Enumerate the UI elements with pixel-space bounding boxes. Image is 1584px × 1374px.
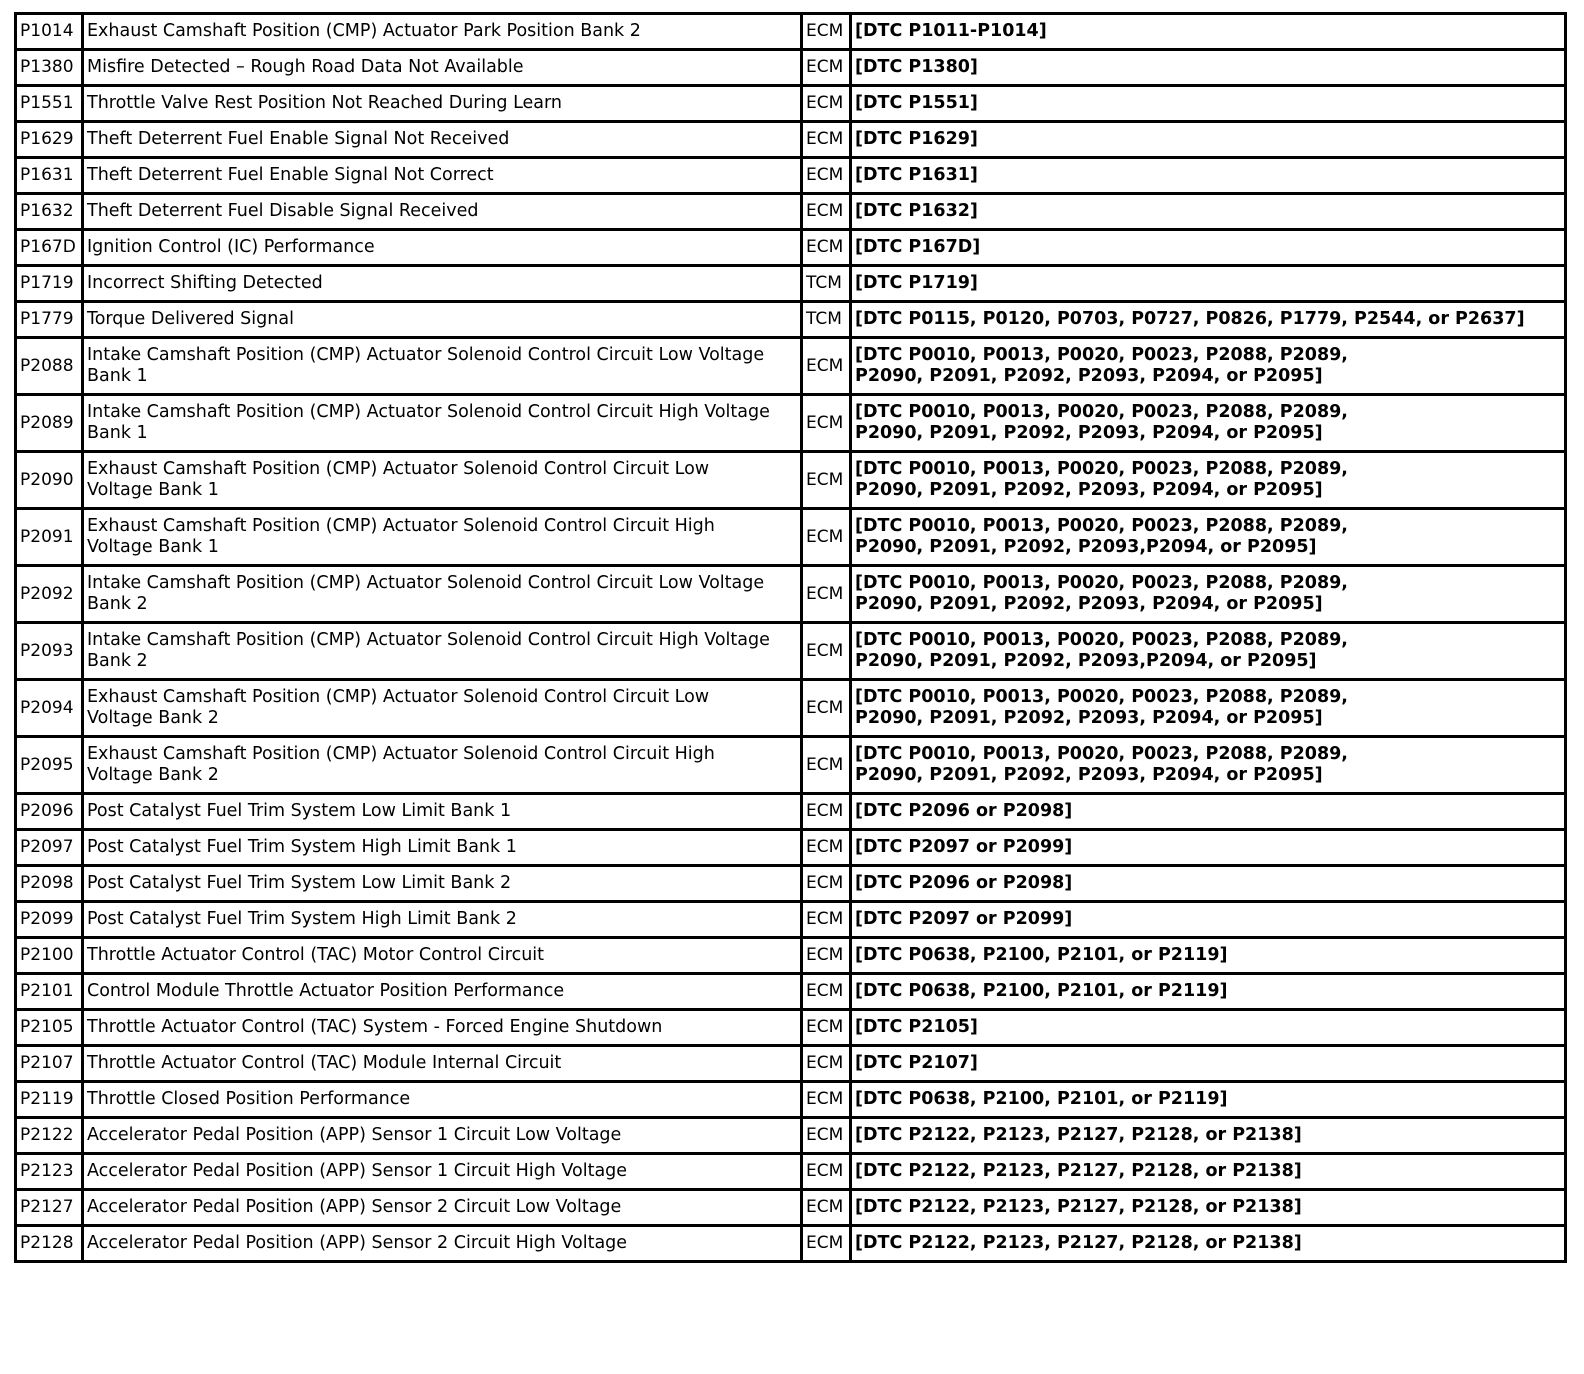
module-cell: ECM <box>802 1118 851 1154</box>
table-row <box>16 158 1566 194</box>
table-row <box>16 794 1566 830</box>
dtc-code-cell: P1631 <box>16 158 83 194</box>
dtc-description-cell: Intake Camshaft Position (CMP) Actuator Solenoid Control Circuit High Voltage Bank 1 <box>83 395 802 452</box>
table-row <box>16 1226 1566 1262</box>
dtc-code-cell: P2128 <box>16 1226 83 1262</box>
module-cell: ECM <box>802 938 851 974</box>
dtc-description-cell: Exhaust Camshaft Position (CMP) Actuator Solenoid Control Circuit Low Voltage Bank 2 <box>83 680 802 737</box>
dtc-code-cell: P2092 <box>16 566 83 623</box>
diagnostic-reference-cell: [DTC P2122, P2123, P2127, P2128, or P2138] <box>851 1190 1566 1226</box>
dtc-description-cell: Throttle Actuator Control (TAC) Module Internal Circuit <box>83 1046 802 1082</box>
module-cell: ECM <box>802 50 851 86</box>
table-row <box>16 122 1566 158</box>
dtc-code-cell: P1551 <box>16 86 83 122</box>
table-row <box>16 395 1566 452</box>
diagnostic-reference-cell: [DTC P0010, P0013, P0020, P0023, P2088, P2089, P2090, P2091, P2092, P2093, P2094, or P2095] <box>851 452 1566 509</box>
dtc-description-cell: Throttle Actuator Control (TAC) System - Forced Engine Shutdown <box>83 1010 802 1046</box>
dtc-description-cell: Incorrect Shifting Detected <box>83 266 802 302</box>
dtc-code-cell: P2088 <box>16 338 83 395</box>
diagnostic-reference-cell: [DTC P0638, P2100, P2101, or P2119] <box>851 1082 1566 1118</box>
dtc-code-cell: P2096 <box>16 794 83 830</box>
dtc-description-cell: Post Catalyst Fuel Trim System High Limit Bank 1 <box>83 830 802 866</box>
diagnostic-reference-cell: [DTC P0010, P0013, P0020, P0023, P2088, P2089, P2090, P2091, P2092, P2093, P2094, or P2095] <box>851 680 1566 737</box>
table-row <box>16 1046 1566 1082</box>
module-cell: ECM <box>802 1226 851 1262</box>
table-row <box>16 230 1566 266</box>
module-cell: ECM <box>802 395 851 452</box>
dtc-code-cell: P2089 <box>16 395 83 452</box>
table-row <box>16 623 1566 680</box>
module-cell: ECM <box>802 1190 851 1226</box>
module-cell: ECM <box>802 1082 851 1118</box>
table-row <box>16 194 1566 230</box>
dtc-code-cell: P2090 <box>16 452 83 509</box>
dtc-code-cell: P1719 <box>16 266 83 302</box>
module-cell: TCM <box>802 302 851 338</box>
dtc-description-cell: Intake Camshaft Position (CMP) Actuator Solenoid Control Circuit High Voltage Bank 2 <box>83 623 802 680</box>
diagnostic-reference-cell: [DTC P2097 or P2099] <box>851 902 1566 938</box>
diagnostic-reference-cell: [DTC P1632] <box>851 194 1566 230</box>
diagnostic-reference-cell: [DTC P2105] <box>851 1010 1566 1046</box>
module-cell: ECM <box>802 794 851 830</box>
module-cell: ECM <box>802 194 851 230</box>
module-cell: ECM <box>802 623 851 680</box>
table-row <box>16 509 1566 566</box>
diagnostic-reference-cell: [DTC P2122, P2123, P2127, P2128, or P2138] <box>851 1118 1566 1154</box>
dtc-code-cell: P2097 <box>16 830 83 866</box>
dtc-code-cell: P2123 <box>16 1154 83 1190</box>
module-cell: ECM <box>802 122 851 158</box>
diagnostic-reference-cell: [DTC P1719] <box>851 266 1566 302</box>
diagnostic-reference-cell: [DTC P0638, P2100, P2101, or P2119] <box>851 938 1566 974</box>
diagnostic-reference-cell: [DTC P0010, P0013, P0020, P0023, P2088, P2089, P2090, P2091, P2092, P2093, P2094, or P2095] <box>851 737 1566 794</box>
dtc-description-cell: Accelerator Pedal Position (APP) Sensor 2 Circuit High Voltage <box>83 1226 802 1262</box>
table-row <box>16 974 1566 1010</box>
dtc-description-cell: Post Catalyst Fuel Trim System High Limit Bank 2 <box>83 902 802 938</box>
table-row <box>16 266 1566 302</box>
diagnostic-reference-cell: [DTC P0010, P0013, P0020, P0023, P2088, P2089, P2090, P2091, P2092, P2093,P2094, or P2095] <box>851 509 1566 566</box>
module-cell: ECM <box>802 566 851 623</box>
table-row <box>16 1118 1566 1154</box>
dtc-table <box>14 12 1567 1263</box>
dtc-code-cell: P167D <box>16 230 83 266</box>
dtc-code-cell: P1014 <box>16 14 83 50</box>
table-row <box>16 338 1566 395</box>
diagnostic-reference-cell: [DTC P2107] <box>851 1046 1566 1082</box>
table-row <box>16 1154 1566 1190</box>
dtc-description-cell: Exhaust Camshaft Position (CMP) Actuator Solenoid Control Circuit High Voltage Bank 2 <box>83 737 802 794</box>
table-row <box>16 680 1566 737</box>
diagnostic-reference-cell: [DTC P2122, P2123, P2127, P2128, or P2138] <box>851 1226 1566 1262</box>
table-row <box>16 737 1566 794</box>
dtc-description-cell: Throttle Closed Position Performance <box>83 1082 802 1118</box>
dtc-code-cell: P2099 <box>16 902 83 938</box>
dtc-code-cell: P2093 <box>16 623 83 680</box>
diagnostic-reference-cell: [DTC P1551] <box>851 86 1566 122</box>
dtc-description-cell: Exhaust Camshaft Position (CMP) Actuator Solenoid Control Circuit Low Voltage Bank 1 <box>83 452 802 509</box>
dtc-description-cell: Exhaust Camshaft Position (CMP) Actuator Park Position Bank 2 <box>83 14 802 50</box>
module-cell: ECM <box>802 509 851 566</box>
dtc-code-cell: P2107 <box>16 1046 83 1082</box>
diagnostic-reference-cell: [DTC P1631] <box>851 158 1566 194</box>
dtc-description-cell: Theft Deterrent Fuel Disable Signal Received <box>83 194 802 230</box>
diagnostic-reference-cell: [DTC P2096 or P2098] <box>851 866 1566 902</box>
dtc-description-cell: Ignition Control (IC) Performance <box>83 230 802 266</box>
dtc-description-cell: Throttle Valve Rest Position Not Reached During Learn <box>83 86 802 122</box>
table-row <box>16 50 1566 86</box>
dtc-table-body <box>16 14 1566 1262</box>
table-row <box>16 1010 1566 1046</box>
table-row <box>16 86 1566 122</box>
dtc-description-cell: Throttle Actuator Control (TAC) Motor Control Circuit <box>83 938 802 974</box>
module-cell: ECM <box>802 86 851 122</box>
table-row <box>16 302 1566 338</box>
table-row <box>16 902 1566 938</box>
table-row <box>16 830 1566 866</box>
module-cell: ECM <box>802 1046 851 1082</box>
module-cell: ECM <box>802 830 851 866</box>
diagnostic-reference-cell: [DTC P0010, P0013, P0020, P0023, P2088, P2089, P2090, P2091, P2092, P2093,P2094, or P2095] <box>851 623 1566 680</box>
dtc-code-cell: P2127 <box>16 1190 83 1226</box>
module-cell: ECM <box>802 902 851 938</box>
diagnostic-reference-cell: [DTC P1380] <box>851 50 1566 86</box>
table-row <box>16 866 1566 902</box>
dtc-code-cell: P1629 <box>16 122 83 158</box>
diagnostic-reference-cell: [DTC P1629] <box>851 122 1566 158</box>
diagnostic-reference-cell: [DTC P167D] <box>851 230 1566 266</box>
table-row <box>16 1190 1566 1226</box>
dtc-description-cell: Post Catalyst Fuel Trim System Low Limit Bank 1 <box>83 794 802 830</box>
dtc-code-cell: P2100 <box>16 938 83 974</box>
dtc-description-cell: Accelerator Pedal Position (APP) Sensor 1 Circuit High Voltage <box>83 1154 802 1190</box>
dtc-code-cell: P2119 <box>16 1082 83 1118</box>
module-cell: ECM <box>802 1154 851 1190</box>
dtc-description-cell: Theft Deterrent Fuel Enable Signal Not Received <box>83 122 802 158</box>
module-cell: ECM <box>802 1010 851 1046</box>
module-cell: ECM <box>802 974 851 1010</box>
diagnostic-reference-cell: [DTC P1011-P1014] <box>851 14 1566 50</box>
dtc-code-cell: P2095 <box>16 737 83 794</box>
dtc-description-cell: Intake Camshaft Position (CMP) Actuator Solenoid Control Circuit Low Voltage Bank 2 <box>83 566 802 623</box>
module-cell: ECM <box>802 866 851 902</box>
dtc-code-cell: P2094 <box>16 680 83 737</box>
module-cell: ECM <box>802 737 851 794</box>
dtc-description-cell: Accelerator Pedal Position (APP) Sensor 1 Circuit Low Voltage <box>83 1118 802 1154</box>
dtc-code-cell: P2091 <box>16 509 83 566</box>
diagnostic-reference-cell: [DTC P2122, P2123, P2127, P2128, or P2138] <box>851 1154 1566 1190</box>
module-cell: ECM <box>802 680 851 737</box>
dtc-description-cell: Theft Deterrent Fuel Enable Signal Not Correct <box>83 158 802 194</box>
table-row <box>16 452 1566 509</box>
diagnostic-reference-cell: [DTC P0638, P2100, P2101, or P2119] <box>851 974 1566 1010</box>
module-cell: ECM <box>802 230 851 266</box>
diagnostic-reference-cell: [DTC P2097 or P2099] <box>851 830 1566 866</box>
dtc-description-cell: Post Catalyst Fuel Trim System Low Limit Bank 2 <box>83 866 802 902</box>
dtc-code-cell: P2101 <box>16 974 83 1010</box>
dtc-description-cell: Control Module Throttle Actuator Position Performance <box>83 974 802 1010</box>
table-row <box>16 938 1566 974</box>
dtc-code-cell: P2105 <box>16 1010 83 1046</box>
diagnostic-reference-cell: [DTC P2096 or P2098] <box>851 794 1566 830</box>
module-cell: ECM <box>802 338 851 395</box>
dtc-code-cell: P2098 <box>16 866 83 902</box>
table-row <box>16 566 1566 623</box>
dtc-code-cell: P1779 <box>16 302 83 338</box>
dtc-description-cell: Torque Delivered Signal <box>83 302 802 338</box>
diagnostic-reference-cell: [DTC P0010, P0013, P0020, P0023, P2088, P2089, P2090, P2091, P2092, P2093, P2094, or P2095] <box>851 395 1566 452</box>
module-cell: ECM <box>802 14 851 50</box>
module-cell: ECM <box>802 452 851 509</box>
dtc-description-cell: Misfire Detected – Rough Road Data Not Available <box>83 50 802 86</box>
dtc-description-cell: Accelerator Pedal Position (APP) Sensor 2 Circuit Low Voltage <box>83 1190 802 1226</box>
dtc-code-cell: P2122 <box>16 1118 83 1154</box>
module-cell: TCM <box>802 266 851 302</box>
table-row <box>16 14 1566 50</box>
diagnostic-reference-cell: [DTC P0010, P0013, P0020, P0023, P2088, P2089, P2090, P2091, P2092, P2093, P2094, or P2095] <box>851 338 1566 395</box>
diagnostic-reference-cell: [DTC P0010, P0013, P0020, P0023, P2088, P2089, P2090, P2091, P2092, P2093, P2094, or P2095] <box>851 566 1566 623</box>
dtc-code-cell: P1632 <box>16 194 83 230</box>
module-cell: ECM <box>802 158 851 194</box>
dtc-code-cell: P1380 <box>16 50 83 86</box>
table-row <box>16 1082 1566 1118</box>
dtc-description-cell: Intake Camshaft Position (CMP) Actuator Solenoid Control Circuit Low Voltage Bank 1 <box>83 338 802 395</box>
diagnostic-reference-cell: [DTC P0115, P0120, P0703, P0727, P0826, P1779, P2544, or P2637] <box>851 302 1566 338</box>
dtc-description-cell: Exhaust Camshaft Position (CMP) Actuator Solenoid Control Circuit High Voltage Bank 1 <box>83 509 802 566</box>
